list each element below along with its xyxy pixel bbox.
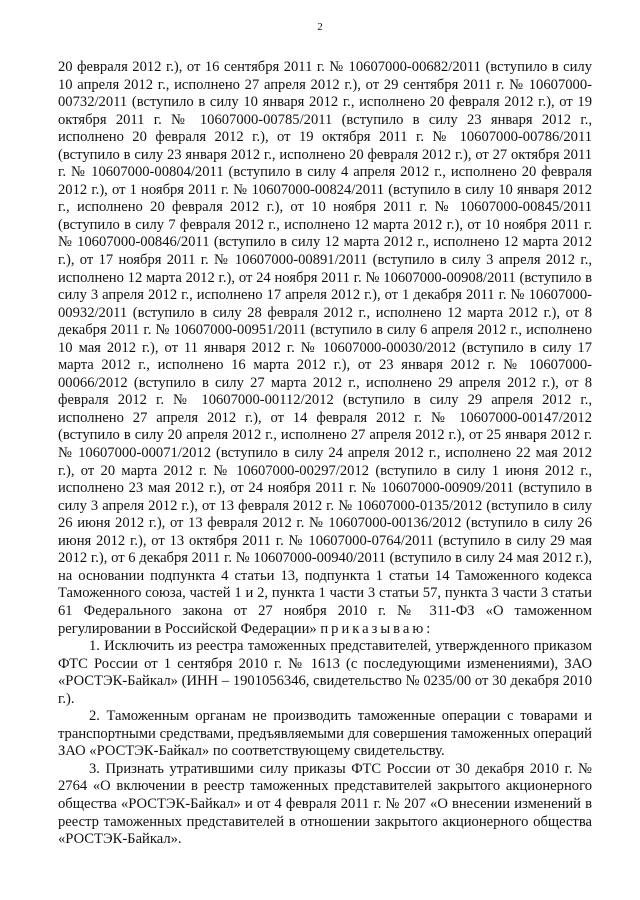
order-item-2: 2. Таможенным органам не производить таможенные операции с товарами и транспортными средствами, предъявляемыми для совершения таможенных операций ЗАО «РОСТЭК-Байкал» по соответствующему свидетельству.: [58, 708, 592, 760]
page-number: 2: [317, 21, 323, 33]
order-word: приказываю:: [320, 620, 434, 637]
document-body: [58, 59, 592, 849]
intro-text: 20 февраля 2012 г.), от 16 сентября 2011 г. № 10607000-00682/2011 (вступило в силу 10 апреля 2012 г., исполнено 27 апреля 2012 г.), от 29 сентября 2011 г. № 10607000-00732/2011 (вступило в силу 10 января 2012 г., исполнено 20 февраля 2012 г.), от 19 октября 2011 г. № 10607000-00785/2011 (вступило в силу 23 января 2012 г., исполнено 20 февраля 2012 г.), от 19 октября 2011 г. № 10607000-00786/2011 (вступило в силу 23 января 2012 г., исполнено 20 февраля 2012 г.), от 27 октября 2011 г. № 10607000-00804/2011 (вступило в силу 4 апреля 2012 г., исполнено 20 февраля 2012 г.), от 1 ноября 2011 г. № 10607000-00824/2011 (вступило в силу 10 января 2012 г., исполнено 20 февраля 2012 г.), от 10 ноября 2011 г. № 10607000-00845/2011 (вступило в силу 7 февраля 2012 г., исполнено 12 марта 2012 г.), от 10 ноября 2011 г. № 10607000-00846/2011 (вступило в силу 12 марта 2012 г., исполнено 12 марта 2012 г.), от 17 ноября 2011 г. № 10607000-00891/2011 (вступило в силу 3 апреля 2012 г., исполнено 12 марта 2012 г.), от 24 ноября 2011 г. № 10607000-00908/2011 (вступило в силу 3 апреля 2012 г., исполнено 17 апреля 2012 г.), от 1 декабря 2011 г. № 10607000-00932/2011 (вступило в силу 28 февраля 2012 г., исполнено 12 марта 2012 г.), от 8 декабря 2011 г. № 10607000-00951/2011 (вступило в силу 6 апреля 2012 г., исполнено 10 мая 2012 г.), от 11 января 2012 г. № 10607000-00030/2012 (вступило в силу 17 марта 2012 г., исполнено 16 марта 2012 г.), от 23 января 2012 г. № 10607000-00066/2012 (вступило в силу 27 марта 2012 г., исполнено 29 апреля 2012 г.), от 8 февраля 2012 г. № 10607000-00112/2012 (вступило в силу 29 апреля 2012 г., исполнено 27 апреля 2012 г.), от 14 февраля 2012 г. № 10607000-00147/2012 (вступило в силу 20 апреля 2012 г., исполнено 27 апреля 2012 г.), от 25 января 2012 г. № 10607000-00071/2012 (вступило в силу 24 апреля 2012 г., исполнено 22 мая 2012 г.), от 20 марта 2012 г. № 10607000-00297/2012 (вступило в силу 1 июня 2012 г., исполнено 23 мая 2012 г.), от 24 ноября 2011 г. № 10607000-00909/2011 (вступило в силу 3 апреля 2012 г.), от 13 февраля 2012 г. № 10607000-0135/2012 (вступило в силу 26 июня 2012 г.), от 13 февраля 2012 г. № 10607000-00136/2012 (вступило в силу 26 июня 2012 г.), от 13 октября 2011 г. № 10607000-0764/2011 (вступило в силу 29 мая 2012 г.), от 6 декабря 2011 г. № 10607000-00940/2011 (вступило в силу 24 мая 2012 г.), на основании подпункта 4 статьи 13, подпункта 1 статьи 14 Таможенного кодекса Таможенного союза, частей 1 и 2, пункта 1 части 3 статьи 57, пункта 3 части 3 статьи 61 Федерального закона от 27 ноября 2010 г. № 311-ФЗ «О таможенном регулировании в Российской Федерации»: [58, 59, 592, 637]
intro-paragraph: [58, 59, 592, 638]
order-item-3: 3. Признать утратившими силу приказы ФТС России от 30 декабря 2010 г. № 2764 «О включении в реестр таможенных представителей закрытого акционерного общества «РОСТЭК-Байкал» и от 4 февраля 2011 г. № 207 «О внесении изменений в реестр таможенных представителей в отношении закрытого акционерного общества «РОСТЭК-Байкал».: [58, 760, 592, 848]
order-item-1: 1. Исключить из реестра таможенных представителей, утвержденного приказом ФТС России от 1 сентября 2010 г. № 1613 (с последующими изменениями), ЗАО «РОСТЭК-Байкал» (ИНН – 1901056346, свидетельство № 0235/00 от 30 декабря 2010 г.).: [58, 638, 592, 707]
